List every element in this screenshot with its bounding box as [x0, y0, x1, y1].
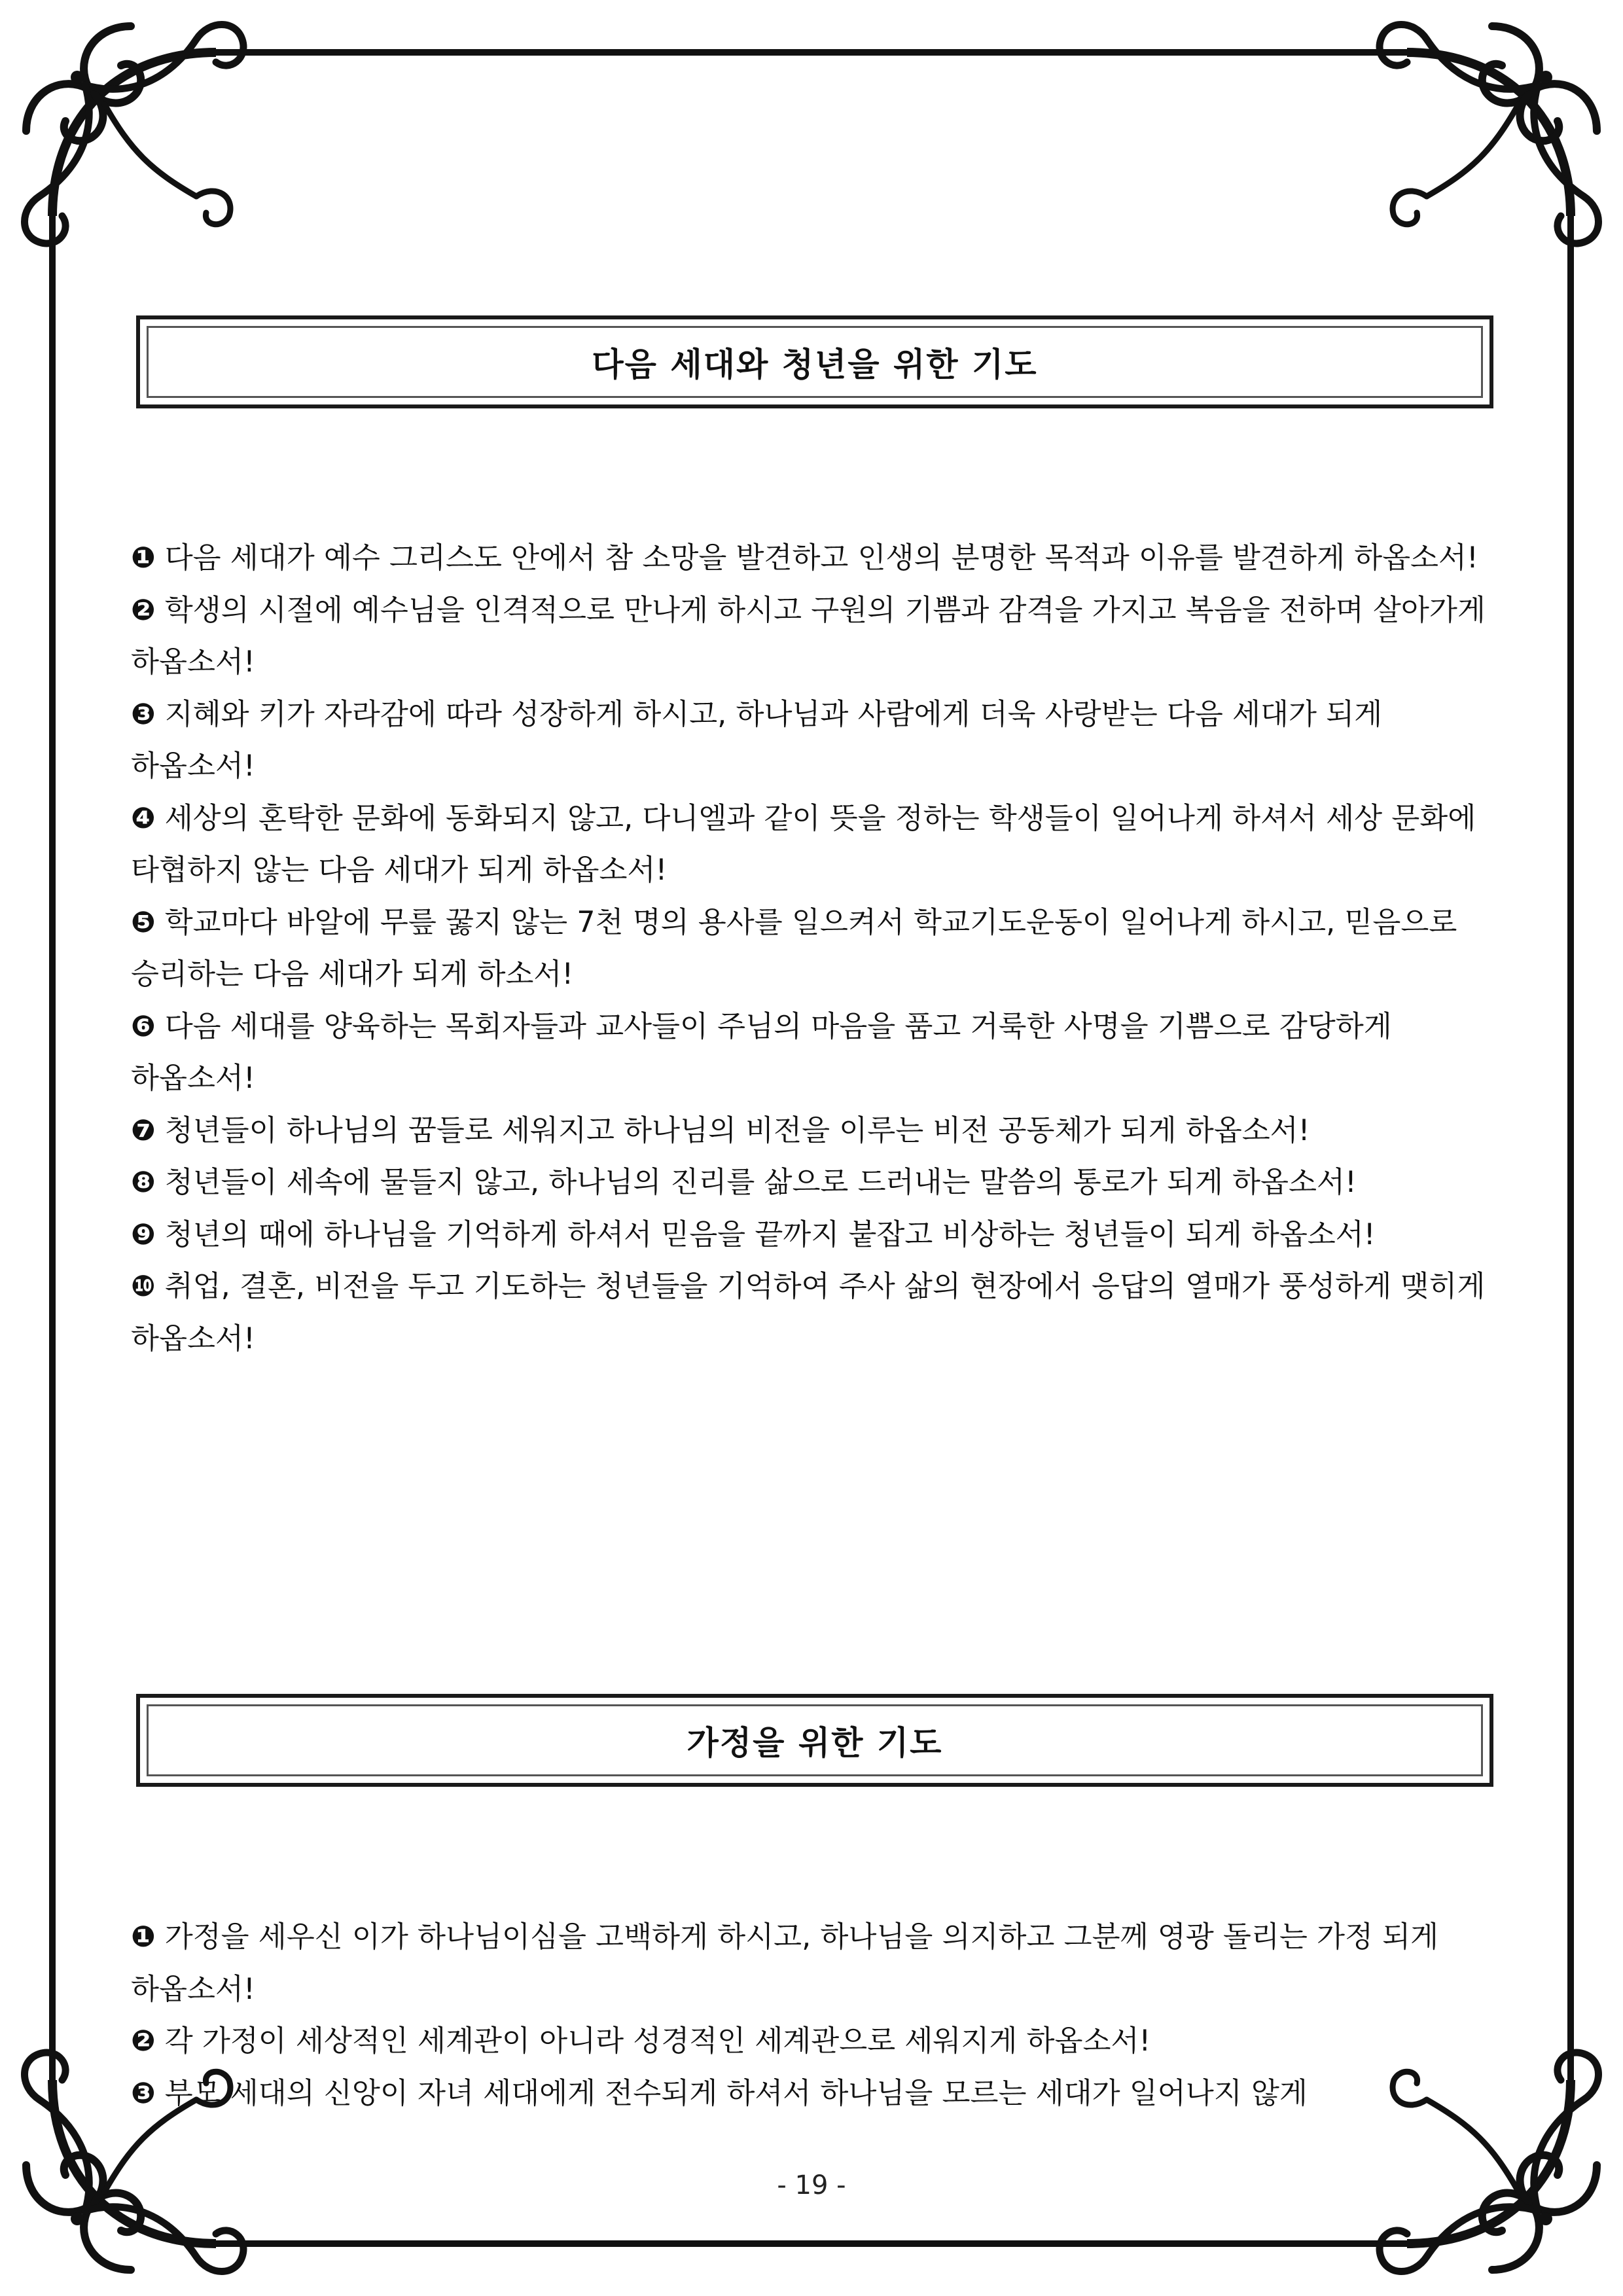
item-text: 다음 세대가 예수 그리스도 안에서 참 소망을 발견하고 인생의 분명한 목적과 이유를 발견하게 하옵소서! [164, 541, 1478, 575]
section-heading-box [136, 1694, 1493, 1787]
prayer-item [131, 532, 1499, 584]
section-title: 다음 세대와 청년을 위한 기도 [592, 346, 1038, 384]
item-number: ❹ [131, 801, 156, 835]
item-number: ❽ [131, 1166, 156, 1199]
section-heading-inner-border [147, 326, 1483, 398]
item-number: ❾ [131, 1217, 156, 1251]
item-number: ❶ [131, 541, 156, 575]
prayer-item [131, 2015, 1499, 2068]
item-number: ❼ [131, 1113, 156, 1147]
prayer-item [131, 584, 1499, 689]
prayer-item [131, 1911, 1499, 2015]
prayer-list [131, 532, 1499, 1365]
prayer-item [131, 1001, 1499, 1105]
item-text: 지혜와 키가 자라감에 따라 성장하게 하시고, 하나님과 사람에게 더욱 사랑받는 다음 세대가 되게 하옵소서! [131, 697, 1383, 783]
prayer-item [131, 1209, 1499, 1261]
item-text: 학교마다 바알에 무릎 꿇지 않는 7천 명의 용사를 일으켜서 학교기도운동이 일어나게 하시고, 믿음으로 승리하는 다음 세대가 되게 하소서! [131, 905, 1457, 991]
item-number: ❸ [131, 2076, 156, 2110]
corner-ornament-top-right [1380, 25, 1598, 243]
item-text: 학생의 시절에 예수님을 인격적으로 만나게 하시고 구원의 기쁨과 감격을 가지고 복음을 전하며 살아가게 하옵소서! [131, 593, 1486, 679]
item-number: ❶ [131, 1920, 156, 1954]
item-number: ❺ [131, 905, 156, 939]
item-text: 다음 세대를 양육하는 목회자들과 교사들이 주님의 마음을 품고 거룩한 사명을 기쁨으로 감당하게 하옵소서! [131, 1009, 1392, 1095]
prayer-list [131, 1911, 1499, 2119]
item-text: 청년들이 세속에 물들지 않고, 하나님의 진리를 삶으로 드러내는 말씀의 통로가 되게 하옵소서! [164, 1166, 1357, 1199]
item-number: ❷ [131, 593, 156, 627]
prayer-item [131, 1261, 1499, 1365]
prayer-item [131, 793, 1499, 897]
item-number: ❸ [131, 697, 156, 731]
item-number: ❷ [131, 2024, 156, 2058]
section-heading-inner-border [147, 1704, 1483, 1776]
prayer-item [131, 2068, 1499, 2120]
item-text: 청년의 때에 하나님을 기억하게 하셔서 믿음을 끝까지 붙잡고 비상하는 청년들이 되게 하옵소서! [164, 1217, 1376, 1251]
item-text: 세상의 혼탁한 문화에 동화되지 않고, 다니엘과 같이 뜻을 정하는 학생들이 일어나게 하셔서 세상 문화에 타협하지 않는 다음 세대가 되게 하옵소서! [131, 801, 1476, 887]
item-text: 가정을 세우신 이가 하나님이심을 고백하게 하시고, 하나님을 의지하고 그분께 영광 돌리는 가정 되게 하옵소서! [131, 1920, 1439, 2006]
prayer-item [131, 689, 1499, 793]
item-text: 청년들이 하나님의 꿈들로 세워지고 하나님의 비전을 이루는 비전 공동체가 되게 하옵소서! [164, 1113, 1310, 1147]
section-title: 가정을 위한 기도 [687, 1724, 943, 1762]
section-heading-box [136, 315, 1493, 408]
page-number: - 19 - [777, 2170, 846, 2200]
prayer-item [131, 1105, 1499, 1157]
corner-ornament-top-left [25, 25, 243, 243]
item-number: ❻ [131, 1009, 156, 1043]
item-text: 각 가정이 세상적인 세계관이 아니라 성경적인 세계관으로 세워지게 하옵소서! [164, 2024, 1151, 2058]
item-text: 취업, 결혼, 비전을 두고 기도하는 청년들을 기억하여 주사 삶의 현장에서 응답의 열매가 풍성하게 맺히게 하옵소서! [131, 1270, 1486, 1355]
prayer-item [131, 897, 1499, 1001]
item-text: 부모 세대의 신앙이 자녀 세대에게 전수되게 하셔서 하나님을 모르는 세대가 일어나지 않게 [164, 2076, 1308, 2110]
item-number: ❿ [131, 1270, 156, 1303]
prayer-item [131, 1157, 1499, 1209]
